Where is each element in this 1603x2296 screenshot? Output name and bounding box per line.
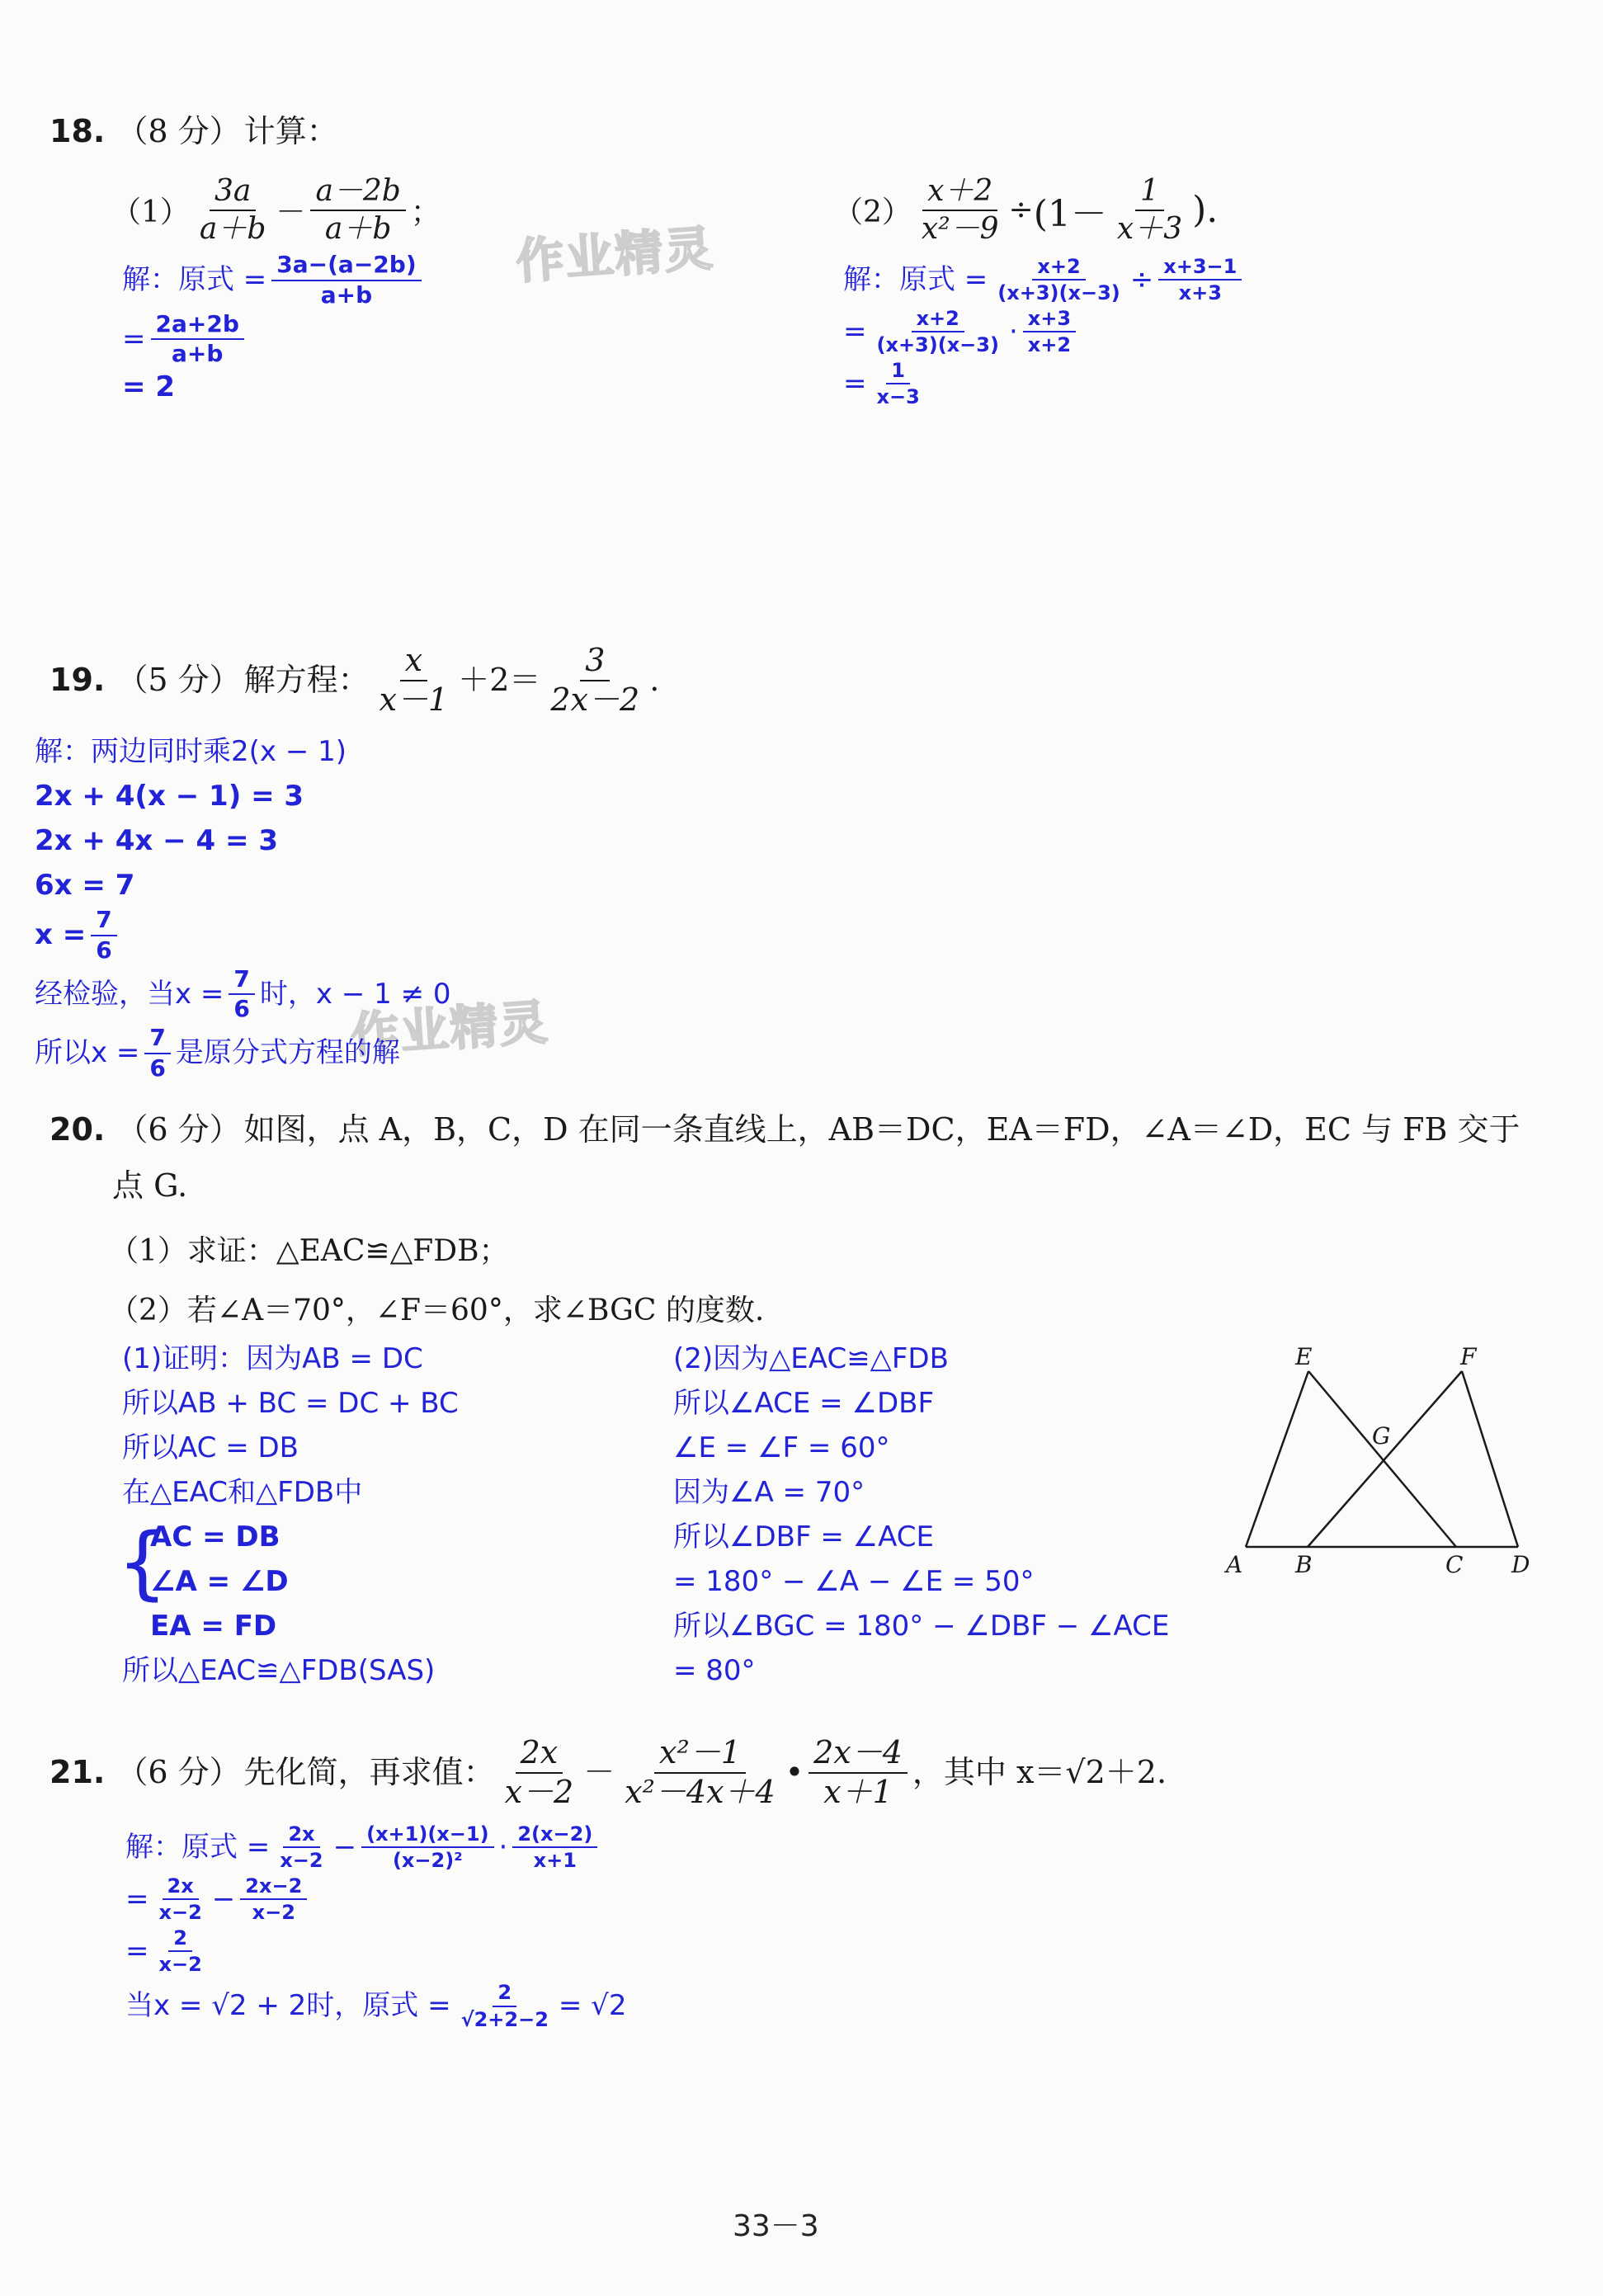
q20-part1: （1）求证：△EAC≌△FDB； bbox=[109, 1234, 509, 1268]
fraction: $\frac{1}{x-3}$ bbox=[876, 358, 920, 408]
part-label: （1） bbox=[111, 196, 190, 230]
q19-answer: 解：两边同时乘2(x − 1) 2x + 4(x − 1) = 3 2x + 4x − 4 = 3 6x = 7 x = $\frac{7}{6}$ 经检验，当x = $\frac{7}{6}$ 时，x − 1 ≠ 0 所以x = $\frac{7}{6}$ 是原分式方程的解 bbox=[35, 735, 451, 1082]
question-18-header bbox=[50, 112, 338, 152]
fraction: $\frac{7}{6}$ bbox=[144, 1025, 170, 1082]
fraction: $\frac{2x-2}{x-2}$ bbox=[240, 1875, 307, 1924]
question-points: （5 分） bbox=[116, 662, 241, 699]
fraction: $\frac{2x}{x-2}$ bbox=[280, 1822, 323, 1873]
fraction: $\frac{2a+2b}{a+b}$ bbox=[151, 312, 244, 368]
label-B: B bbox=[1295, 1551, 1313, 1578]
q18-part1-expression: （1） $\frac{3a}{a+b}$ － $\frac{a-2b}{a+b}$ ； bbox=[111, 174, 441, 246]
question-instruction: 计算： bbox=[243, 113, 338, 149]
label-E: E bbox=[1295, 1343, 1313, 1370]
question-points: （6 分） bbox=[116, 1111, 241, 1148]
fraction: $\frac{3a-(a-2b)}{a+b}$ bbox=[271, 252, 421, 309]
fraction: $\frac{a-2b}{a+b}$ bbox=[310, 175, 405, 245]
fraction: $\frac{2x}{x-2}$ bbox=[158, 1874, 202, 1925]
question-number: 21. bbox=[50, 1754, 106, 1791]
brace: { bbox=[117, 1516, 168, 1609]
q18-part2-expression: （2） $\frac{x+2}{\text{x²－9}}$ ÷ (1－ $\frac{1}{x+3}$ ). bbox=[833, 174, 1219, 246]
fraction: $\frac{2x-4}{x+1}$ bbox=[809, 1736, 908, 1810]
label-C: C bbox=[1445, 1551, 1464, 1578]
fraction: $\frac{1}{x+3}$ bbox=[1116, 174, 1183, 246]
geometry-figure bbox=[1213, 1337, 1543, 1584]
label-G: G bbox=[1372, 1422, 1391, 1450]
question-text: 如图，点 A，B，C，D 在同一条直线上，AB＝DC，EA＝FD，∠A＝∠D，EC 与 FB 交于 bbox=[243, 1111, 1520, 1148]
question-number: 20. bbox=[50, 1111, 106, 1148]
watermark: 作业精灵 bbox=[514, 219, 716, 290]
fraction: $\frac{7}{6}$ bbox=[91, 908, 116, 964]
label-F: F bbox=[1460, 1343, 1477, 1370]
fraction: $\frac{3a}{a+b}$ bbox=[199, 174, 266, 246]
line-FD bbox=[1462, 1371, 1518, 1547]
label-A: A bbox=[1226, 1551, 1243, 1578]
q20-part2: （2）若∠A＝70°，∠F＝60°，求∠BGC 的度数. bbox=[109, 1294, 765, 1327]
q21-answer: 解：原式 = $\frac{2x}{x-2}$ − $\frac{(x+1)(x-1)}{\text{(x−2)²}}$ · $\frac{2(x-2)}{x+1}$ = $\frac{2x}{x-2}$ − $\frac{2x-2}{x-2}$ = $\frac{2}{x-2}$ 当x = √2 + 2时，原式 = $\frac{2}{√2+2-2}$ = √2 bbox=[125, 1822, 627, 2031]
fraction: $\frac{2x}{x-2}$ bbox=[504, 1734, 574, 1810]
fraction: $\frac{2(x-2)}{x+1}$ bbox=[512, 1823, 597, 1872]
fraction: $\frac{x+2}{(x+3)(x-3)}$ bbox=[876, 306, 999, 357]
question-19-header: 19. （5 分） 解方程： $\frac{x}{x-1}$ ＋2＝ $\frac{3}{2x-2}$ . bbox=[50, 642, 660, 718]
fraction: $\frac{3}{2x-2}$ bbox=[550, 642, 640, 718]
question-points: （8 分） bbox=[116, 113, 241, 149]
fraction: $\frac{x+3}{x+2}$ bbox=[1023, 308, 1076, 356]
question-20-text-line2: 点 G. bbox=[112, 1167, 188, 1204]
question-number: 18. bbox=[50, 113, 106, 149]
question-20-header bbox=[50, 1110, 1520, 1150]
q18-part1-answer: 解：原式 = $\frac{3a-(a-2b)}{a+b}$ = $\frac{2a+2b}{a+b}$ = 2 bbox=[122, 252, 427, 404]
fraction: $\frac{7}{6}$ bbox=[229, 967, 254, 1023]
fraction: $\frac{\text{x²－1}}{\text{x²－4x＋4}}$ bbox=[625, 1734, 776, 1810]
fraction: $\frac{x+2}{\text{x²－9}}$ bbox=[921, 174, 999, 246]
q20-answer-left: (1)证明：因为AB = DC 所以AB + BC = DC + BC 所以AC = DB 在△EAC和△FDB中 { AC = DB ∠A = ∠D EA = FD 所以△EAC≌△FDB(SAS) bbox=[117, 1342, 459, 1687]
fraction: $\frac{x}{x-1}$ bbox=[379, 642, 449, 718]
fraction: $\frac{2}{x-2}$ bbox=[158, 1926, 202, 1976]
watermark: 作业精灵 bbox=[349, 993, 551, 1064]
fraction: $\frac{x+2}{(x+3)(x-3)}$ bbox=[997, 255, 1120, 305]
question-number: 19. bbox=[50, 662, 106, 699]
fraction: $\frac{x+3-1}{x+3}$ bbox=[1158, 256, 1242, 304]
part-label: （2） bbox=[833, 196, 912, 230]
question-points: （6 分） bbox=[116, 1754, 241, 1791]
line-EA bbox=[1246, 1371, 1308, 1547]
question-21-header: 21. （6 分） 先化简，再求值： $\frac{2x}{x-2}$ － $\frac{\text{x²－1}}{\text{x²－4x＋4}}$ • $\frac{2x-4}{x+1}$ ，其中 x＝√2＋2. bbox=[50, 1734, 1167, 1810]
q20-answer-right: (2)因为△EAC≌△FDB 所以∠ACE = ∠DBF ∠E = ∠F = 60° 因为∠A = 70° 所以∠DBF = ∠ACE = 180° − ∠A − ∠E = 50° 所以∠BGC = 180° − ∠DBF − ∠ACE = 80° bbox=[673, 1342, 1170, 1687]
fraction: $\frac{(x+1)(x-1)}{\text{(x−2)²}}$ bbox=[361, 1823, 493, 1872]
question-instruction: 解方程： bbox=[243, 662, 370, 699]
label-D: D bbox=[1511, 1551, 1530, 1578]
page-number: 33－3 bbox=[733, 2209, 819, 2243]
q18-part2-answer: 解：原式 = $\frac{x+2}{(x+3)(x-3)}$ ÷ $\frac{x+3-1}{x+3}$ = $\frac{x+2}{(x+3)(x-3)}$ · $\frac{x+3}{x+2}$ = $\frac{1}{x-3}$ bbox=[843, 256, 1247, 408]
question-instruction: 先化简，再求值： bbox=[243, 1754, 495, 1791]
fraction: $\frac{2}{√2+2-2}$ bbox=[460, 1981, 549, 2031]
